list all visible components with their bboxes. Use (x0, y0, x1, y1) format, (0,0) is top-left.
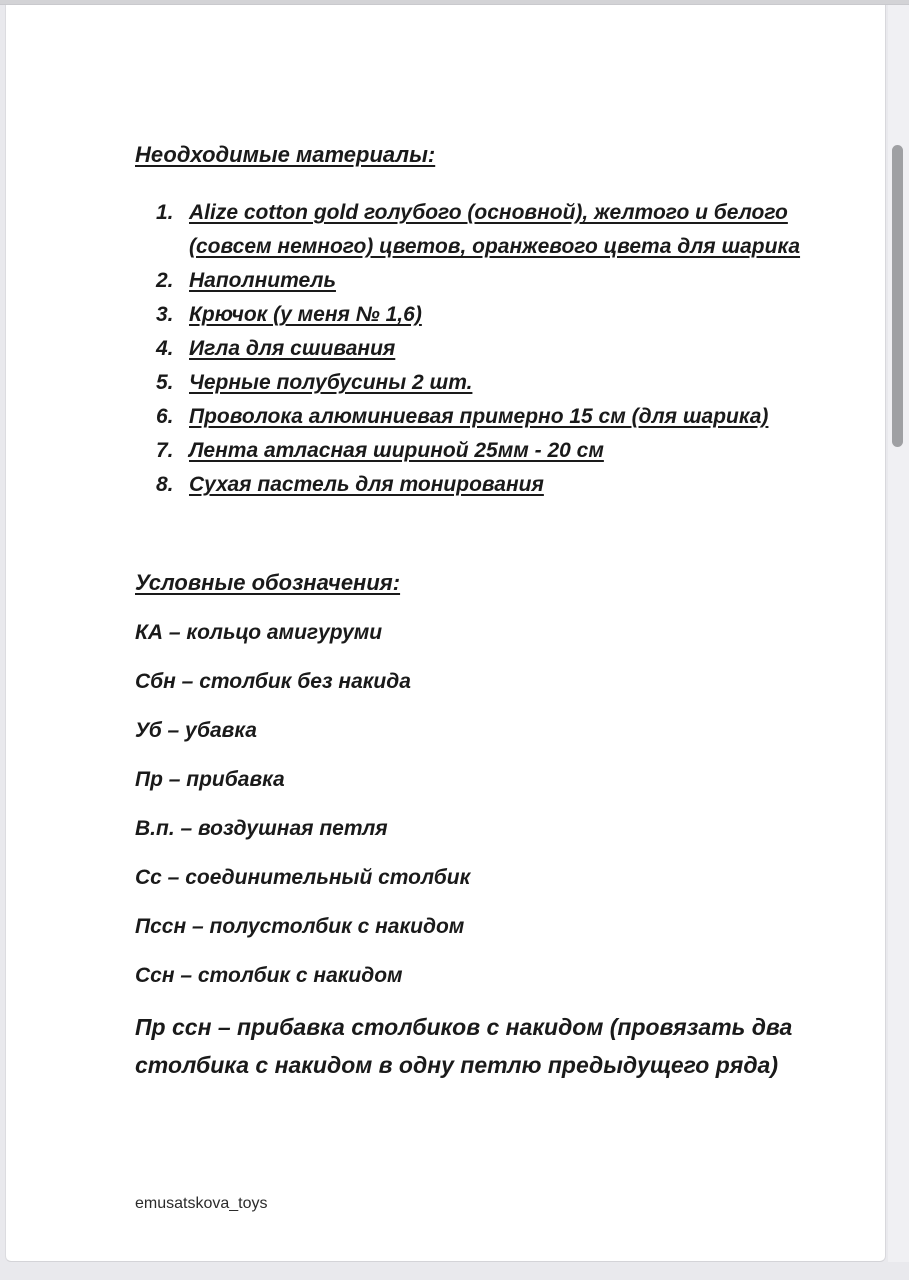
list-item: 6. Проволока алюминиевая примерно 15 см (для шарика) (135, 400, 829, 434)
list-item-number: 7. (156, 439, 174, 462)
list-item: 5. Черные полубусины 2 шт. (135, 366, 829, 400)
list-item-number: 1. (156, 201, 174, 224)
materials-list (135, 196, 829, 502)
legend-heading: Условные обозначения: (135, 570, 401, 595)
list-item: 2. Наполнитель (135, 264, 829, 298)
legend-entry: Уб – убавка (135, 719, 257, 742)
legend-entry: В.п. – воздушная петля (135, 817, 388, 840)
legend-note: Пр ссн – прибавка столбиков с накидом (провязать два столбика с накидом в одну петлю предыдущего ряда) (135, 1014, 793, 1078)
legend-entry: Пр – прибавка (135, 768, 285, 791)
document-content (6, 5, 885, 1084)
list-item: 4. Игла для сшивания (135, 332, 829, 366)
legend-entry: Сс – соединительный столбик (135, 866, 471, 889)
page-footer-watermark: emusatskova_toys (135, 1195, 268, 1212)
legend-entry: Сбн – столбик без накида (135, 670, 411, 693)
list-item: 8. Сухая пастель для тонирования (135, 468, 829, 502)
list-item: 1. Alize cotton gold голубого (основной), желтого и белого (совсем немного) цветов, оранжевого цвета для шарика (135, 196, 829, 264)
legend-entry: Ссн – столбик с накидом (135, 964, 403, 987)
list-item: 7. Лента атласная шириной 25мм - 20 см (135, 434, 829, 468)
legend-entry: Пссн – полустолбик с накидом (135, 915, 465, 938)
list-item-number: 5. (156, 371, 174, 394)
list-item-number: 2. (156, 269, 174, 292)
list-item-number: 8. (156, 473, 174, 496)
document-page (5, 5, 886, 1262)
list-item-number: 6. (156, 405, 174, 428)
materials-heading: Неодходимые материалы: (135, 142, 436, 167)
list-item-number: 4. (156, 337, 174, 360)
legend-entry: КА – кольцо амигуруми (135, 621, 383, 644)
list-item: 3. Крючок (у меня № 1,6) (135, 298, 829, 332)
list-item-number: 3. (156, 303, 174, 326)
scrollbar-track[interactable] (888, 5, 909, 1262)
scrollbar-thumb[interactable] (892, 145, 903, 447)
